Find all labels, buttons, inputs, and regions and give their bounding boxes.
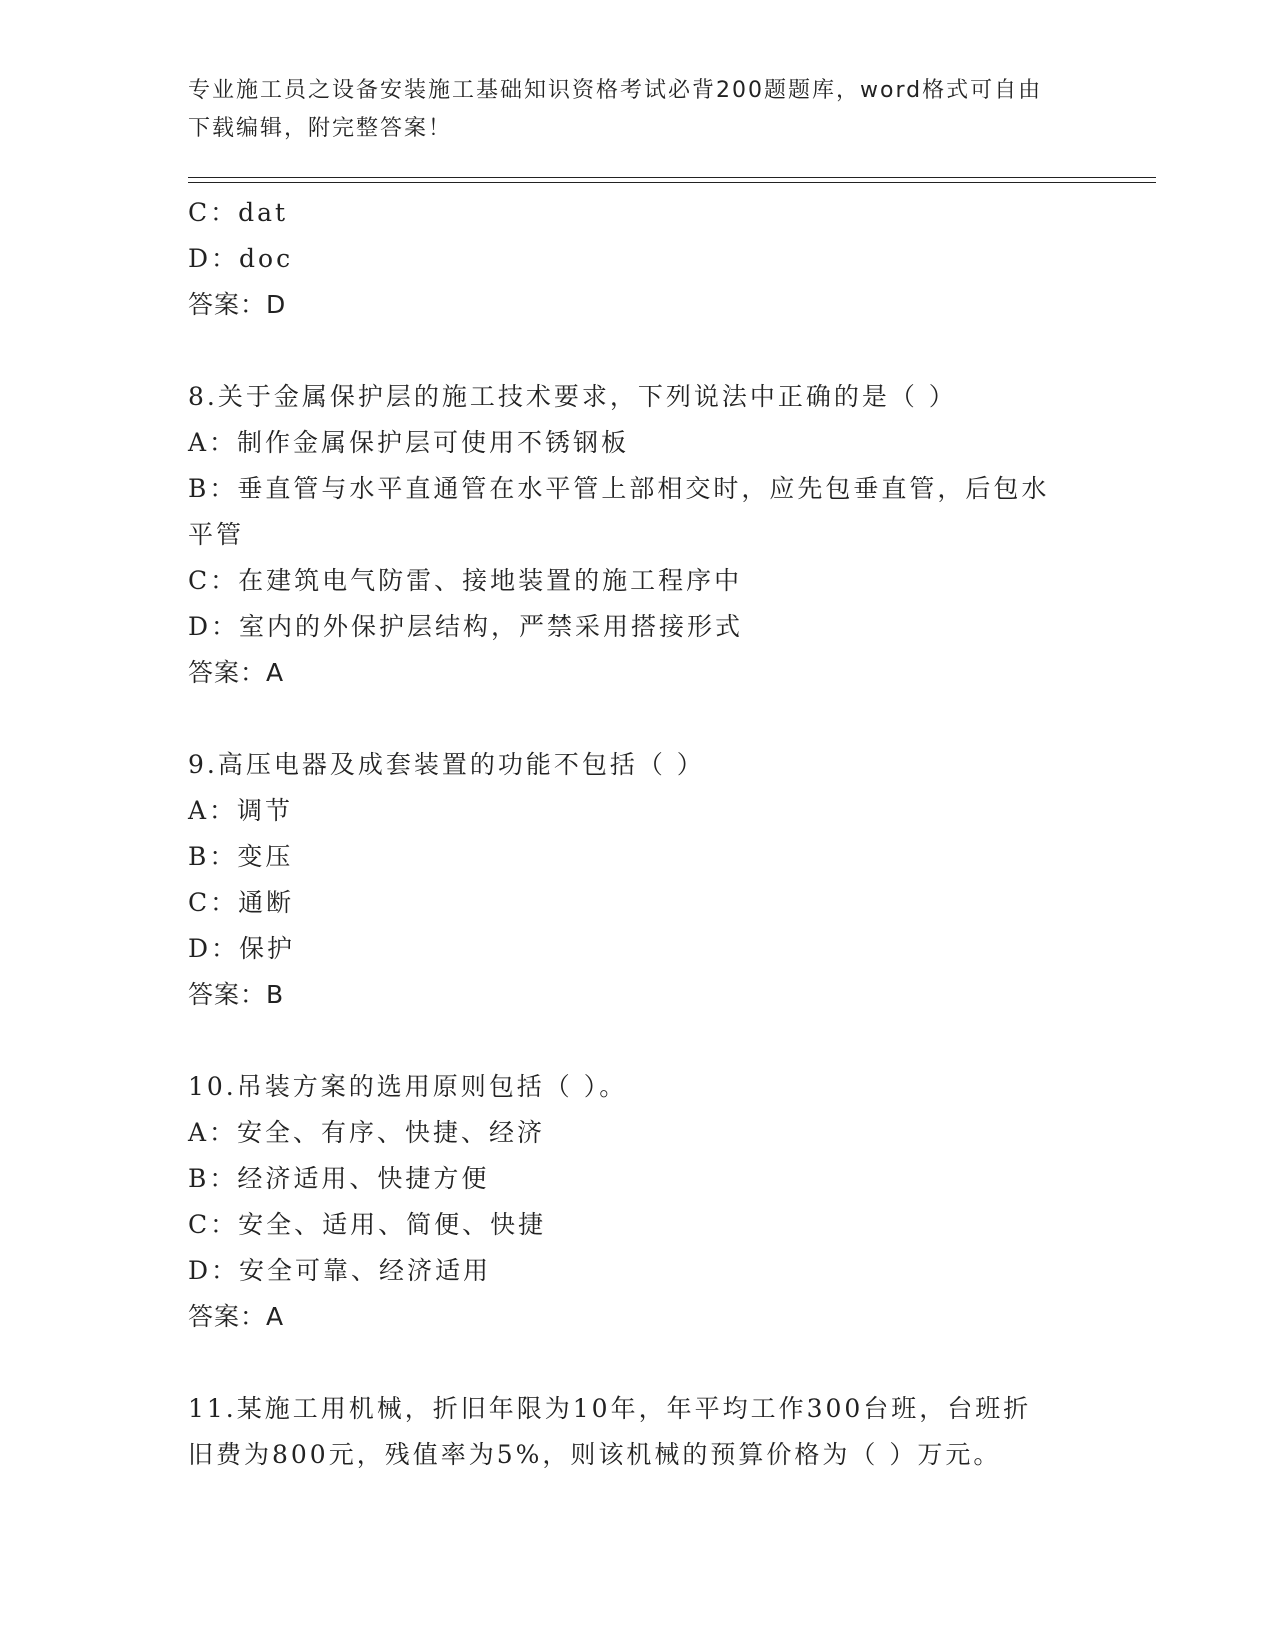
header-line-1: 专业施工员之设备安装施工基础知识资格考试必背200题题库，word格式可自由 [188,78,1043,103]
option-d: D：安全可靠、经济适用 [188,1256,492,1285]
option-b: B：经济适用、快捷方便 [188,1164,490,1193]
header-line-2: 下载编辑，附完整答案！ [188,116,453,141]
header-divider-top [188,177,1156,178]
option-c: C：通断 [188,888,295,917]
option-a: A：安全、有序、快捷、经济 [188,1118,546,1147]
option-c: C：安全、适用、简便、快捷 [188,1210,547,1239]
question-stem-line-1: 11.某施工用机械，折旧年限为10年，年平均工作300台班，台班折 [188,1394,1032,1423]
option-c: C：在建筑电气防雷、接地装置的施工程序中 [188,566,743,595]
question-list [188,190,1088,1478]
document-header [188,72,1068,148]
answer: 答案：B [188,980,285,1009]
answer: 答案：A [188,1302,285,1331]
option-c: C：dat [188,198,289,227]
question-11 [188,1386,1088,1478]
option-b: B：变压 [188,842,294,871]
option-b-line-1: B：垂直管与水平直通管在水平管上部相交时，应先包垂直管，后包水 [188,474,1050,503]
answer: 答案：A [188,658,285,687]
option-b-line-2: 平管 [188,520,245,549]
question-stem: 10.吊装方案的选用原则包括（ ）。 [188,1072,628,1101]
option-d: D：doc [188,244,294,273]
header-divider-bottom [188,182,1156,183]
option-a: A：制作金属保护层可使用不锈钢板 [188,428,630,457]
question-10 [188,1064,1088,1340]
question-stem: 8.关于金属保护层的施工技术要求，下列说法中正确的是（ ） [188,382,957,411]
question-stem-line-2: 旧费为800元，残值率为5%，则该机械的预算价格为（ ）万元。 [188,1440,1002,1469]
answer: 答案：D [188,290,287,319]
question-stem: 9.高压电器及成套装置的功能不包括（ ） [188,750,705,779]
option-d: D：室内的外保护层结构，严禁采用搭接形式 [188,612,744,641]
option-d: D：保护 [188,934,296,963]
question-9 [188,742,1088,1018]
question-7 [188,190,1088,328]
question-8 [188,374,1088,696]
option-a: A：调节 [188,796,294,825]
